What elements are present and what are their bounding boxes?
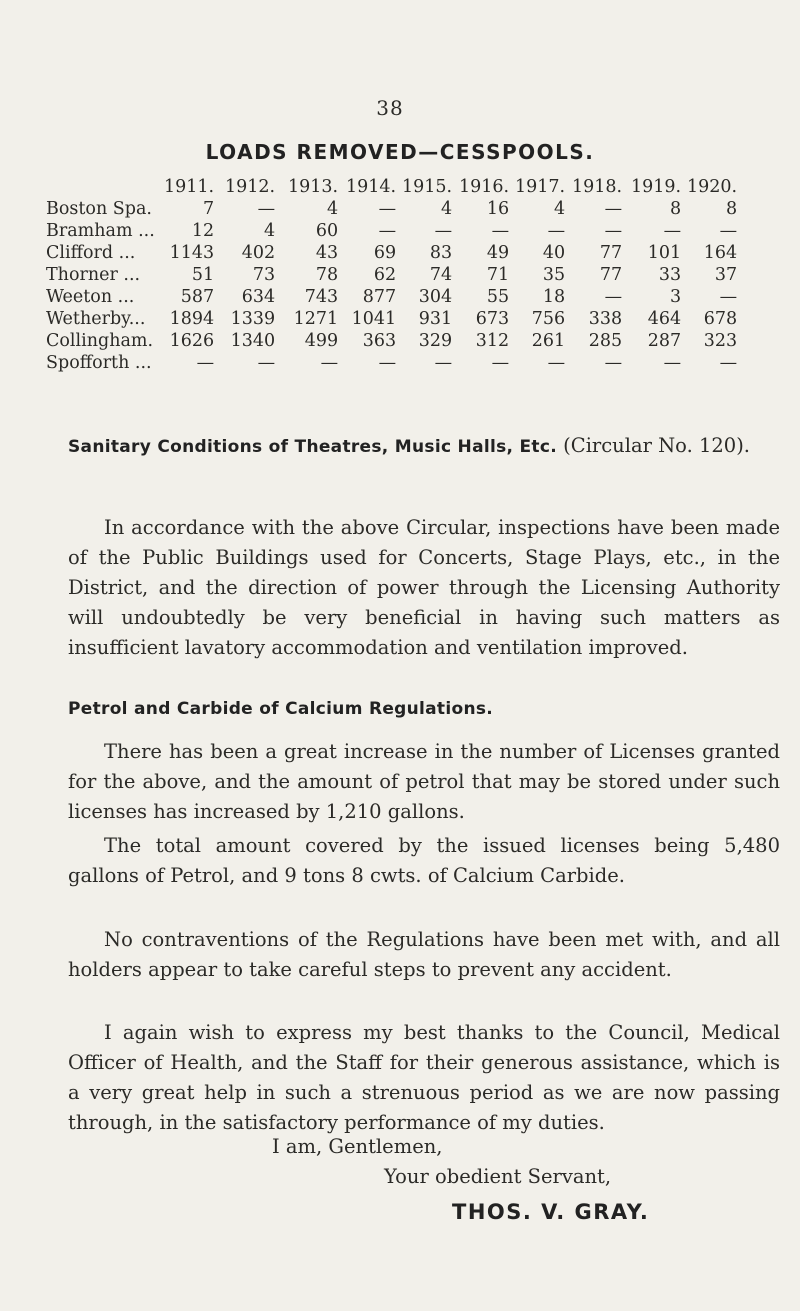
sanitary-body: In accordance with the above Circular, inspections have been made of the Public Buildings used for Concerts, Stage Plays, etc., in the District, and the direction of power through the Licensing Authority will undoubtedly be very beneficial in having such matters as insufficient lavatory accommodation and ventilation improved. (68, 516, 780, 659)
table-cell: — (378, 353, 397, 373)
table-cell: — (378, 199, 397, 219)
table-cell: 8 (725, 199, 738, 219)
table-cell: — (434, 221, 453, 241)
table-cell: — (491, 221, 510, 241)
table-cell: 55 (486, 287, 510, 307)
table-cell: 673 (475, 309, 510, 329)
table-cell: — (604, 287, 623, 307)
table-cell: 1143 (169, 243, 215, 263)
page-number: 38 (376, 96, 404, 120)
table-cell: — (257, 353, 276, 373)
row-place-name: Spofforth ... (46, 353, 152, 373)
table-cell: — (719, 221, 738, 241)
table-cell: — (604, 221, 623, 241)
table-cell: 77 (599, 243, 623, 263)
table-cell: 69 (373, 243, 397, 263)
signatory-name: THOS. V. GRAY. (452, 1200, 650, 1224)
table-cell: 329 (418, 331, 453, 351)
table-cell: 304 (418, 287, 453, 307)
table-cell: 164 (703, 243, 738, 263)
table-cell: 74 (429, 265, 453, 285)
table-cell: 1340 (230, 331, 276, 351)
table-cell: 323 (703, 331, 738, 351)
header-year: 1919. (631, 177, 682, 197)
table-cell: — (196, 353, 215, 373)
table-row (46, 286, 737, 308)
table-cell: 62 (373, 265, 397, 285)
sanitary-heading: Sanitary Conditions of Theatres, Music Halls, Etc. (68, 437, 557, 457)
loads-table (46, 176, 737, 374)
row-place-name: Thorner ... (46, 265, 141, 285)
table-cell: 499 (304, 331, 339, 351)
table-row (46, 242, 737, 264)
row-place-name: Weeton ... (46, 287, 135, 307)
table-cell: 1041 (351, 309, 397, 329)
header-place (46, 176, 164, 198)
petrol-paragraph-1: There has been a great increase in the number of Licenses granted for the above, and the amount of petrol that may be stored under such licenses has increased by 1,210 gallons. (68, 740, 780, 823)
table-cell: 78 (315, 265, 339, 285)
table-cell: 40 (542, 243, 566, 263)
table-cell: 756 (531, 309, 566, 329)
table-cell: 7 (202, 199, 215, 219)
valediction: Your obedient Servant, (384, 1165, 612, 1188)
table-cell: 18 (542, 287, 566, 307)
thanks-paragraph: I again wish to express my best thanks to the Council, Medical Officer of Health, and the Staff for their generous assistance, which is a very great help in such a strenuous period as we are now passing through, in the satisfactory performance of my duties. (68, 1021, 780, 1134)
table-cell: 1626 (169, 331, 215, 351)
row-place-name: Clifford ... (46, 243, 136, 263)
header-year: 1912. (225, 177, 276, 197)
table-cell: 402 (241, 243, 276, 263)
header-year: 1914. (346, 177, 397, 197)
table-cell: 4 (440, 199, 453, 219)
table-cell: — (547, 353, 566, 373)
salutation: I am, Gentlemen, (272, 1135, 443, 1158)
table-cell: 338 (588, 309, 623, 329)
table-cell: 49 (486, 243, 510, 263)
table-cell: 4 (263, 221, 276, 241)
table-row (46, 198, 737, 220)
table-cell: 37 (714, 265, 738, 285)
table-cell: 634 (241, 287, 276, 307)
table-cell: 261 (531, 331, 566, 351)
table-cell: 877 (362, 287, 397, 307)
table-cell: 35 (542, 265, 566, 285)
table-cell: 1339 (230, 309, 276, 329)
table-cell: 101 (647, 243, 682, 263)
table-cell: 33 (658, 265, 682, 285)
row-place-name: Collingham. (46, 331, 154, 351)
table-cell: 3 (669, 287, 682, 307)
table-cell: — (434, 353, 453, 373)
table-cell: — (604, 199, 623, 219)
table-cell: 83 (429, 243, 453, 263)
table-cell: — (378, 221, 397, 241)
table-cell: 77 (599, 265, 623, 285)
sanitary-circular: (Circular No. 120). (556, 434, 750, 457)
table-heading: LOADS REMOVED—CESSPOOLS. (205, 140, 595, 164)
header-year: 1918. (572, 177, 623, 197)
table-cell: 43 (315, 243, 339, 263)
table-cell: — (663, 221, 682, 241)
table-cell: — (719, 287, 738, 307)
table-cell: 587 (180, 287, 215, 307)
table-row (46, 264, 737, 286)
table-header-row (46, 176, 737, 198)
table-cell: 1894 (169, 309, 215, 329)
table-cell: — (257, 199, 276, 219)
petrol-paragraph-3: No contraventions of the Regulations have been met with, and all holders appear to take careful steps to prevent any accident. (68, 928, 780, 981)
table-cell: — (491, 353, 510, 373)
table-cell: 4 (326, 199, 339, 219)
header-year: 1916. (459, 177, 510, 197)
table-cell: 16 (486, 199, 510, 219)
table-cell: 931 (418, 309, 453, 329)
petrol-heading: Petrol and Carbide of Calcium Regulations. (68, 699, 494, 719)
table-row (46, 330, 737, 352)
table-cell: 71 (486, 265, 510, 285)
table-cell: 312 (475, 331, 510, 351)
table-cell: — (547, 221, 566, 241)
header-year: 1911. (164, 177, 215, 197)
table-cell: — (719, 353, 738, 373)
table-cell: 285 (588, 331, 623, 351)
table-cell: 464 (647, 309, 682, 329)
table-cell: 363 (362, 331, 397, 351)
table-cell: 12 (191, 221, 215, 241)
table-cell: 1271 (293, 309, 339, 329)
table-cell: — (604, 353, 623, 373)
table-cell: 678 (703, 309, 738, 329)
table-cell: 8 (669, 199, 682, 219)
petrol-heading-line (68, 693, 780, 724)
table-cell: — (663, 353, 682, 373)
sanitary-paragraph-heading (68, 431, 780, 462)
table-row (46, 352, 737, 374)
header-year: 1917. (515, 177, 566, 197)
table-cell: 287 (647, 331, 682, 351)
table-cell: 743 (304, 287, 339, 307)
header-year: 1913. (288, 177, 339, 197)
row-place-name: Wetherby... (46, 309, 146, 329)
row-place-name: Bramham ... (46, 221, 155, 241)
petrol-paragraph-2: The total amount covered by the issued licenses being 5,480 gallons of Petrol, and 9 tons 8 cwts. of Calcium Carbide. (68, 834, 780, 887)
table-row (46, 308, 737, 330)
row-place-name: Boston Spa. (46, 199, 152, 219)
table-cell: 4 (553, 199, 566, 219)
table-cell: — (320, 353, 339, 373)
table-cell: 73 (252, 265, 276, 285)
table-cell: 60 (315, 221, 339, 241)
header-year: 1920. (687, 177, 738, 197)
header-year: 1915. (402, 177, 453, 197)
table-cell: 51 (191, 265, 215, 285)
table-row (46, 220, 737, 242)
